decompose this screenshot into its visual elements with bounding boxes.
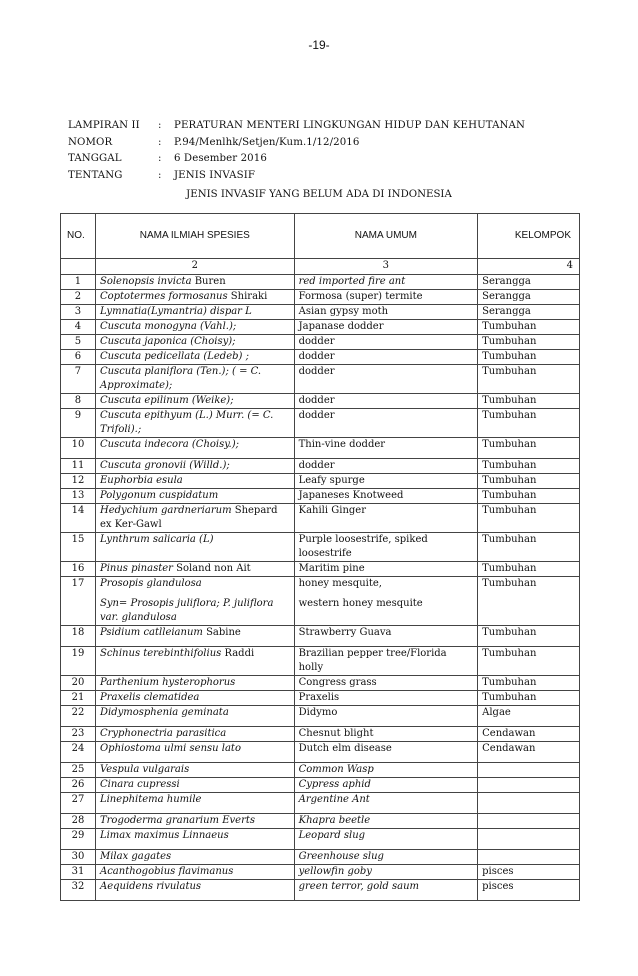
- scientific-name: Cuscuta epilinum (Weike);: [99, 395, 234, 406]
- cell-no: 4: [61, 320, 96, 335]
- meta-colon: :: [158, 153, 162, 164]
- page-number: -19-: [308, 38, 330, 52]
- cell-group: Tumbuhan: [478, 320, 580, 335]
- meta-row: [68, 135, 525, 152]
- common-name: Strawberry Guava: [298, 627, 392, 638]
- cell-no: 23: [61, 727, 96, 742]
- cell-scientific-name: [95, 335, 294, 350]
- cell-common-name: [294, 727, 478, 742]
- cell-no: 14: [61, 504, 96, 533]
- cell-common-name: [294, 562, 478, 577]
- cell-common-name: [294, 409, 478, 438]
- cell-common-name: [294, 320, 478, 335]
- cell-scientific-name: [95, 691, 294, 706]
- cell-common-name: [294, 305, 478, 320]
- scientific-name: Psidium catlleianum: [99, 627, 203, 638]
- scientific-name: Acanthogobius flavimanus: [99, 866, 234, 877]
- common-name: dodder: [298, 460, 335, 471]
- cell-no: 3: [61, 305, 96, 320]
- cell-no: 27: [61, 793, 96, 814]
- cell-group: [478, 778, 580, 793]
- common-name: Dutch elm disease: [298, 743, 392, 754]
- common-name: dodder: [298, 351, 335, 362]
- cell-common-name: [294, 850, 478, 865]
- scientific-name: Cuscuta pedicellata (Ledeb) ;: [99, 351, 249, 362]
- meta-key: TANGGAL: [68, 153, 122, 164]
- cell-no: 16: [61, 562, 96, 577]
- meta-row: [68, 151, 525, 168]
- meta-value: 6 Desember 2016: [174, 153, 267, 164]
- cell-no: 6: [61, 350, 96, 365]
- meta-value: P.94/Menlhk/Setjen/Kum.1/12/2016: [174, 136, 360, 148]
- cell-group: Tumbuhan: [478, 533, 580, 562]
- cell-no: 24: [61, 742, 96, 763]
- cell-group: Tumbuhan: [478, 335, 580, 350]
- header-no: NO.: [61, 214, 96, 259]
- scientific-name: Milax gagates: [99, 851, 172, 862]
- column-number: [61, 259, 96, 275]
- common-name: Greenhouse slug: [298, 851, 384, 862]
- cell-scientific-name: [95, 676, 294, 691]
- table-row: [61, 504, 580, 533]
- cell-scientific-name: [95, 829, 294, 850]
- meta-value: PERATURAN MENTERI LINGKUNGAN HIDUP DAN KEHUTANAN: [174, 120, 526, 131]
- common-name: Praxelis: [298, 692, 340, 703]
- cell-scientific-name: [95, 742, 294, 763]
- meta-value: JENIS INVASIF: [174, 169, 256, 181]
- cell-scientific-name: [95, 409, 294, 438]
- table-header-row: [61, 214, 580, 259]
- author-citation: Raddi: [221, 648, 255, 659]
- cell-common-name: [294, 290, 478, 305]
- scientific-name: Cryphonectria parasitica: [99, 728, 227, 739]
- scientific-name: Didymosphenia geminata: [99, 707, 229, 718]
- table-row: [61, 829, 580, 850]
- cell-common-name: [294, 865, 478, 880]
- cell-common-name: [294, 691, 478, 706]
- author-citation: Shepard ex Ker-Gawl: [99, 505, 278, 530]
- cell-no: 10: [61, 438, 96, 459]
- cell-group: Tumbuhan: [478, 626, 580, 647]
- cell-no: 26: [61, 778, 96, 793]
- table-row: [61, 365, 580, 394]
- cell-common-name: [294, 489, 478, 504]
- cell-scientific-name: [95, 459, 294, 474]
- cell-no: 12: [61, 474, 96, 489]
- cell-scientific-name: [95, 706, 294, 727]
- scientific-name: Solenopsis invicta: [99, 276, 192, 287]
- author-citation: Sabine: [202, 627, 241, 638]
- cell-common-name: [294, 829, 478, 850]
- common-name: Argentine Ant: [298, 794, 370, 805]
- table-row: [61, 865, 580, 880]
- cell-group: Tumbuhan: [478, 365, 580, 394]
- cell-no: 22: [61, 706, 96, 727]
- cell-group: Serangga: [478, 290, 580, 305]
- cell-group: [478, 829, 580, 850]
- cell-group: Algae: [478, 706, 580, 727]
- common-name: Brazilian pepper tree/Florida holly: [298, 648, 447, 673]
- cell-group: Tumbuhan: [478, 562, 580, 577]
- cell-group: Cendawan: [478, 742, 580, 763]
- author-citation: Soland non Ait: [172, 563, 251, 574]
- meta-colon: :: [158, 120, 162, 131]
- cell-scientific-name: [95, 394, 294, 409]
- cell-group: Tumbuhan: [478, 438, 580, 459]
- scientific-name: Euphorbia esula: [99, 475, 183, 486]
- cell-common-name: [294, 577, 478, 626]
- table-row: [61, 727, 580, 742]
- common-name: honey mesquite,: [298, 578, 382, 589]
- scientific-name: Cuscuta epithyum (L.) Murr. (= C. Trifoli).;: [99, 410, 274, 435]
- cell-no: 7: [61, 365, 96, 394]
- table-row: [61, 626, 580, 647]
- scientific-name: Pinus pinaster: [99, 563, 173, 574]
- cell-no: 31: [61, 865, 96, 880]
- header-group: KELOMPOK: [478, 214, 580, 259]
- common-name: Didymo: [298, 707, 338, 718]
- table-row: [61, 880, 580, 901]
- table-row: [61, 459, 580, 474]
- cell-scientific-name: [95, 533, 294, 562]
- common-name: Common Wasp: [298, 764, 374, 775]
- table-row: [61, 706, 580, 727]
- scientific-name: Parthenium hysterophorus: [99, 677, 236, 688]
- cell-common-name: [294, 394, 478, 409]
- scientific-name: Hedychium gardneriarum: [99, 505, 232, 516]
- cell-common-name: [294, 880, 478, 901]
- cell-common-name: [294, 706, 478, 727]
- common-name: Asian gypsy moth: [298, 306, 389, 317]
- meta-colon: :: [158, 136, 162, 148]
- author-citation: Shiraki: [227, 291, 268, 302]
- cell-group: Cendawan: [478, 727, 580, 742]
- cell-no: 8: [61, 394, 96, 409]
- cell-scientific-name: [95, 763, 294, 778]
- cell-common-name: [294, 814, 478, 829]
- scientific-name: Cuscuta monogyna (Vahl.);: [99, 321, 237, 332]
- common-name: Leopard slug: [298, 830, 366, 841]
- cell-scientific-name: [95, 320, 294, 335]
- table-row: [61, 305, 580, 320]
- cell-scientific-name: [95, 626, 294, 647]
- cell-group: Tumbuhan: [478, 394, 580, 409]
- cell-no: 30: [61, 850, 96, 865]
- column-number: 4: [478, 259, 580, 275]
- cell-scientific-name: [95, 365, 294, 394]
- cell-common-name: [294, 626, 478, 647]
- common-name-alt: western honey mesquite: [298, 598, 423, 609]
- scientific-name: Cuscuta indecora (Choisy.);: [99, 439, 240, 450]
- meta-row: [68, 118, 525, 135]
- cell-scientific-name: [95, 727, 294, 742]
- common-name: Japanase dodder: [298, 321, 384, 332]
- column-number: 3: [294, 259, 478, 275]
- common-name: dodder: [298, 410, 335, 421]
- table-row: [61, 742, 580, 763]
- cell-scientific-name: [95, 438, 294, 459]
- meta-colon: :: [158, 169, 162, 181]
- cell-group: Tumbuhan: [478, 691, 580, 706]
- cell-common-name: [294, 438, 478, 459]
- cell-scientific-name: [95, 305, 294, 320]
- cell-scientific-name: [95, 647, 294, 676]
- scientific-name: Polygonum cuspidatum: [99, 490, 219, 501]
- cell-common-name: [294, 365, 478, 394]
- cell-group: Tumbuhan: [478, 647, 580, 676]
- meta-key: NOMOR: [68, 136, 113, 148]
- cell-group: [478, 814, 580, 829]
- cell-common-name: [294, 793, 478, 814]
- cell-common-name: [294, 763, 478, 778]
- cell-no: 19: [61, 647, 96, 676]
- header-common-name: NAMA UMUM: [294, 214, 478, 259]
- cell-no: 11: [61, 459, 96, 474]
- cell-no: 29: [61, 829, 96, 850]
- header-scientific-name: NAMA ILMIAH SPESIES: [95, 214, 294, 259]
- cell-common-name: [294, 275, 478, 290]
- cell-scientific-name: [95, 350, 294, 365]
- cell-common-name: [294, 350, 478, 365]
- scientific-name: Linephitema humile: [99, 794, 202, 805]
- scientific-name: Lynthrum salicaria (L): [99, 534, 214, 545]
- cell-group: Tumbuhan: [478, 676, 580, 691]
- common-name: Khapra beetle: [298, 815, 371, 826]
- cell-no: 21: [61, 691, 96, 706]
- cell-common-name: [294, 533, 478, 562]
- scientific-name: Aequidens rivulatus: [99, 881, 202, 892]
- common-name: Congress grass: [298, 677, 377, 688]
- scientific-name: Cuscuta planiflora (Ten.); ( = C. Approximate);: [99, 366, 262, 391]
- table-row: [61, 577, 580, 626]
- cell-no: 1: [61, 275, 96, 290]
- common-name: Chesnut blight: [298, 728, 374, 739]
- common-name: Japaneses Knotweed: [298, 490, 404, 501]
- table-row: [61, 850, 580, 865]
- scientific-name: Ophiostoma ulmi sensu lato: [99, 743, 241, 754]
- cell-no: 17: [61, 577, 96, 626]
- cell-group: pisces: [478, 880, 580, 901]
- table-row: [61, 394, 580, 409]
- common-name: Kahili Ginger: [298, 505, 366, 516]
- table-row: [61, 320, 580, 335]
- cell-no: 13: [61, 489, 96, 504]
- table-row: [61, 778, 580, 793]
- scientific-name: Praxelis clematidea: [99, 692, 200, 703]
- cell-group: pisces: [478, 865, 580, 880]
- scientific-name: Cinara cupressi: [99, 779, 180, 790]
- common-name: dodder: [298, 336, 335, 347]
- table-row: [61, 350, 580, 365]
- cell-group: [478, 763, 580, 778]
- cell-common-name: [294, 647, 478, 676]
- table-row: [61, 409, 580, 438]
- cell-common-name: [294, 504, 478, 533]
- cell-no: 9: [61, 409, 96, 438]
- cell-scientific-name: [95, 577, 294, 626]
- cell-common-name: [294, 459, 478, 474]
- meta-row: [68, 168, 525, 185]
- invasive-species-table: [60, 213, 580, 901]
- table-row: [61, 647, 580, 676]
- cell-group: [478, 793, 580, 814]
- cell-common-name: [294, 474, 478, 489]
- scientific-name: Vespula vulgarais: [99, 764, 190, 775]
- cell-scientific-name: [95, 850, 294, 865]
- table-row: [61, 814, 580, 829]
- synonym: Syn= Prosopis juliflora; P. juliflora var. glandulosa: [99, 598, 274, 623]
- cell-scientific-name: [95, 880, 294, 901]
- common-name: green terror, gold saum: [298, 881, 420, 892]
- common-name: red imported fire ant: [298, 276, 406, 287]
- cell-no: 18: [61, 626, 96, 647]
- cell-no: 25: [61, 763, 96, 778]
- common-name: yellowfin goby: [298, 866, 372, 877]
- cell-no: 15: [61, 533, 96, 562]
- cell-common-name: [294, 778, 478, 793]
- cell-scientific-name: [95, 793, 294, 814]
- scientific-name: Trogoderma granarium Everts: [99, 815, 256, 826]
- meta-key: LAMPIRAN II: [68, 120, 140, 131]
- table-row: [61, 290, 580, 305]
- common-name: dodder: [298, 366, 335, 377]
- common-name: Thin-vine dodder: [298, 439, 386, 450]
- scientific-name: Cuscuta japonica (Choisy);: [99, 336, 236, 347]
- common-name: Cypress aphid: [298, 779, 371, 790]
- cell-group: Tumbuhan: [478, 474, 580, 489]
- cell-group: Tumbuhan: [478, 350, 580, 365]
- cell-scientific-name: [95, 865, 294, 880]
- cell-group: Tumbuhan: [478, 504, 580, 533]
- table-row: [61, 474, 580, 489]
- cell-group: Serangga: [478, 305, 580, 320]
- common-name: Leafy spurge: [298, 475, 365, 486]
- column-number-row: [61, 259, 580, 275]
- cell-group: Tumbuhan: [478, 409, 580, 438]
- table-row: [61, 763, 580, 778]
- cell-scientific-name: [95, 474, 294, 489]
- document-header: [68, 118, 525, 184]
- scientific-name: Coptotermes formosanus: [99, 291, 228, 302]
- author-citation: Buren: [191, 276, 226, 287]
- scientific-name: Limax maximus Linnaeus: [99, 830, 229, 841]
- table-row: [61, 438, 580, 459]
- cell-scientific-name: [95, 814, 294, 829]
- cell-scientific-name: [95, 489, 294, 504]
- common-name: Maritim pine: [298, 563, 365, 574]
- table-row: [61, 533, 580, 562]
- scientific-name: Cuscuta gronovii (Willd.);: [99, 460, 230, 471]
- common-name: dodder: [298, 395, 335, 406]
- cell-scientific-name: [95, 562, 294, 577]
- cell-common-name: [294, 335, 478, 350]
- cell-group: Tumbuhan: [478, 489, 580, 504]
- table-title: JENIS INVASIF YANG BELUM ADA DI INDONESIA: [186, 189, 452, 200]
- scientific-name: Prosopis glandulosa: [99, 578, 202, 589]
- cell-group: Serangga: [478, 275, 580, 290]
- table-row: [61, 489, 580, 504]
- common-name: Formosa (super) termite: [298, 291, 423, 302]
- common-name: Purple loosestrife, spiked loosestrife: [298, 534, 428, 559]
- cell-common-name: [294, 676, 478, 691]
- cell-no: 20: [61, 676, 96, 691]
- table-row: [61, 335, 580, 350]
- table-row: [61, 793, 580, 814]
- cell-group: Tumbuhan: [478, 577, 580, 626]
- table-row: [61, 562, 580, 577]
- cell-scientific-name: [95, 275, 294, 290]
- table-row: [61, 275, 580, 290]
- cell-no: 28: [61, 814, 96, 829]
- cell-scientific-name: [95, 778, 294, 793]
- table-row: [61, 676, 580, 691]
- cell-scientific-name: [95, 290, 294, 305]
- scientific-name: Lymnatia(Lymantria) dispar L: [99, 306, 252, 317]
- cell-no: 5: [61, 335, 96, 350]
- meta-key: TENTANG: [68, 169, 123, 181]
- column-number: 2: [95, 259, 294, 275]
- table-row: [61, 691, 580, 706]
- cell-group: Tumbuhan: [478, 459, 580, 474]
- cell-no: 32: [61, 880, 96, 901]
- cell-group: [478, 850, 580, 865]
- scientific-name: Schinus terebinthifolius: [99, 648, 222, 659]
- cell-scientific-name: [95, 504, 294, 533]
- cell-no: 2: [61, 290, 96, 305]
- cell-common-name: [294, 742, 478, 763]
